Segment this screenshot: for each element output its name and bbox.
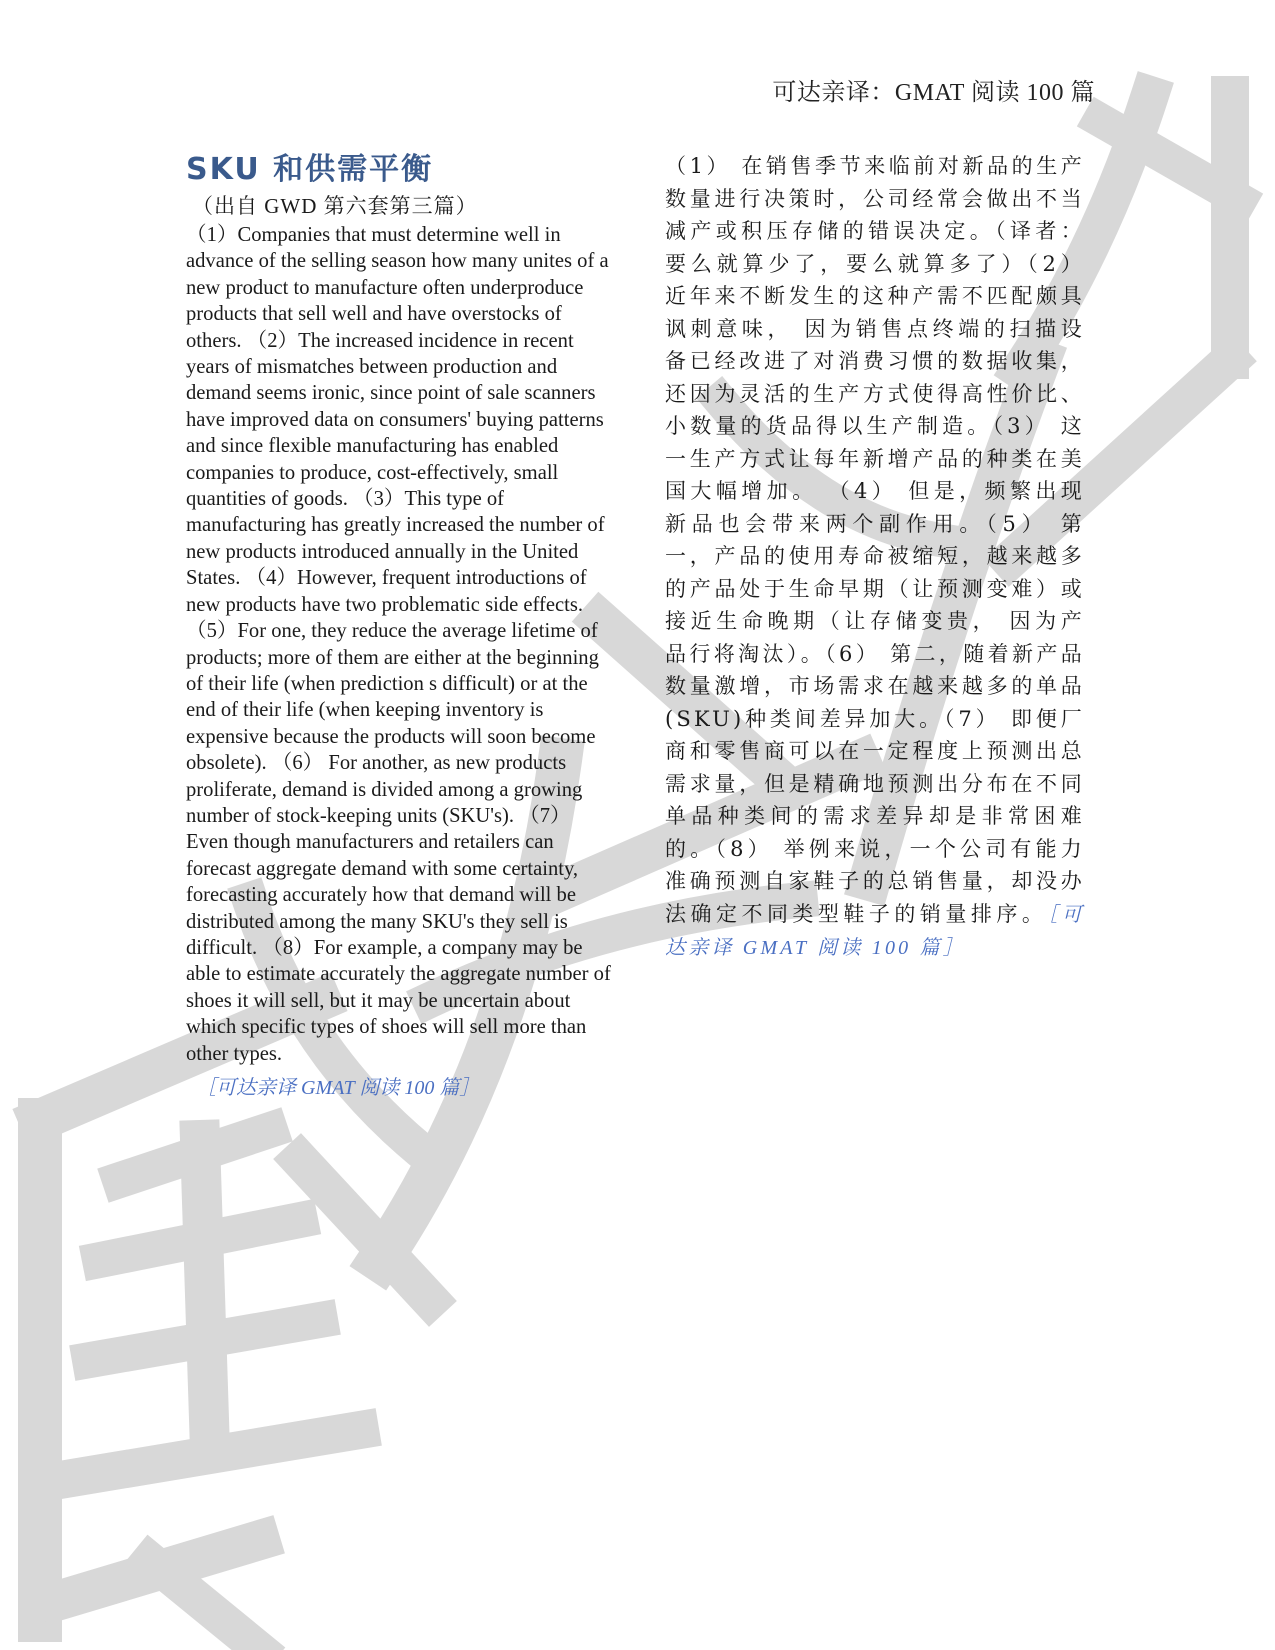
chinese-passage bbox=[665, 150, 1085, 965]
english-passage: （1）Companies that must determine well in advance of the selling season how many unites of a new product to manufacture often underproduce products that sell well and have overstocks of others. （2）The increased incidence in recent years of mismatches between production and demand seems ironic, since point of sale scanners have improved data on consumers' buying patterns and since flexible manufacturing has enabled companies to produce, cost-effectively, small quantities of goods. （3）This type of manufacturing has greatly increased the number of new products introduced annually in the United States. （4）However, frequent introductions of new products have two problematic side effects. （5）For one, they reduce the average lifetime of products; more of them are either at the beginning of their life (when prediction s difficult) or at the end of their life (when keeping inventory is expensive because the products will soon become obsolete). （6） For another, as new products proliferate, demand is divided among a growing number of stock-keeping units (SKU's). （7） Even though manufacturers and retailers can forecast aggregate demand with some certainty, forecasting accurately how that demand will be distributed among the many SKU's they sell is difficult. （8）For example, a company may be able to estimate accurately the aggregate number of shoes it will sell, but it may be uncertain about which specific types of shoes will sell more than other types. bbox=[186, 224, 611, 1065]
chinese-credit: ［可达亲译 GMAT 阅读 100 篇］ bbox=[665, 903, 1085, 959]
article-source: （出自 GWD 第六套第三篇） bbox=[192, 194, 478, 218]
english-column bbox=[186, 150, 616, 1100]
running-header: 可达亲译：GMAT 阅读 100 篇 bbox=[772, 80, 1095, 106]
chinese-passage-text: （1） 在销售季节来临前对新品的生产数量进行决策时，公司经常会做出不当减产或积压存储的错误决定。（译者：要么就算少了，要么就算多了）（2） 近年来不断发生的这种产需不匹配颇具讽刺意味， 因为销售点终端的扫描设备已经改进了对消费习惯的数据收集，还因为灵活的生产方式使得高性价比、小数量的货品得以生产制造。（3） 这一生产方式让每年新增产品的种类在美国大幅增加。 （4） 但是，频繁出现新品也会带来两个副作用。（5） 第一，产品的使用寿命被缩短，越来越多的产品处于生命早期（让预测变难）或接近生命晚期（让存储变贵， 因为产品行将淘汰）。（6） 第二，随着新产品数量激增，市场需求在越来越多的单品(SKU)种类间差异加大。（7） 即便厂商和零售商可以在一定程度上预测出总需求量，但是精确地预测出分布在不同单品种类间的需求差异却是非常困难的。（8） 举例来说，一个公司有能力准确预测自家鞋子的总销售量，却没办法确定不同类型鞋子的销量排序。 bbox=[665, 154, 1085, 926]
english-credit: ［可达亲译 GMAT 阅读 100 篇］ bbox=[196, 1077, 480, 1099]
chinese-column bbox=[665, 150, 1085, 965]
article-title: SKU 和供需平衡 bbox=[186, 152, 434, 187]
